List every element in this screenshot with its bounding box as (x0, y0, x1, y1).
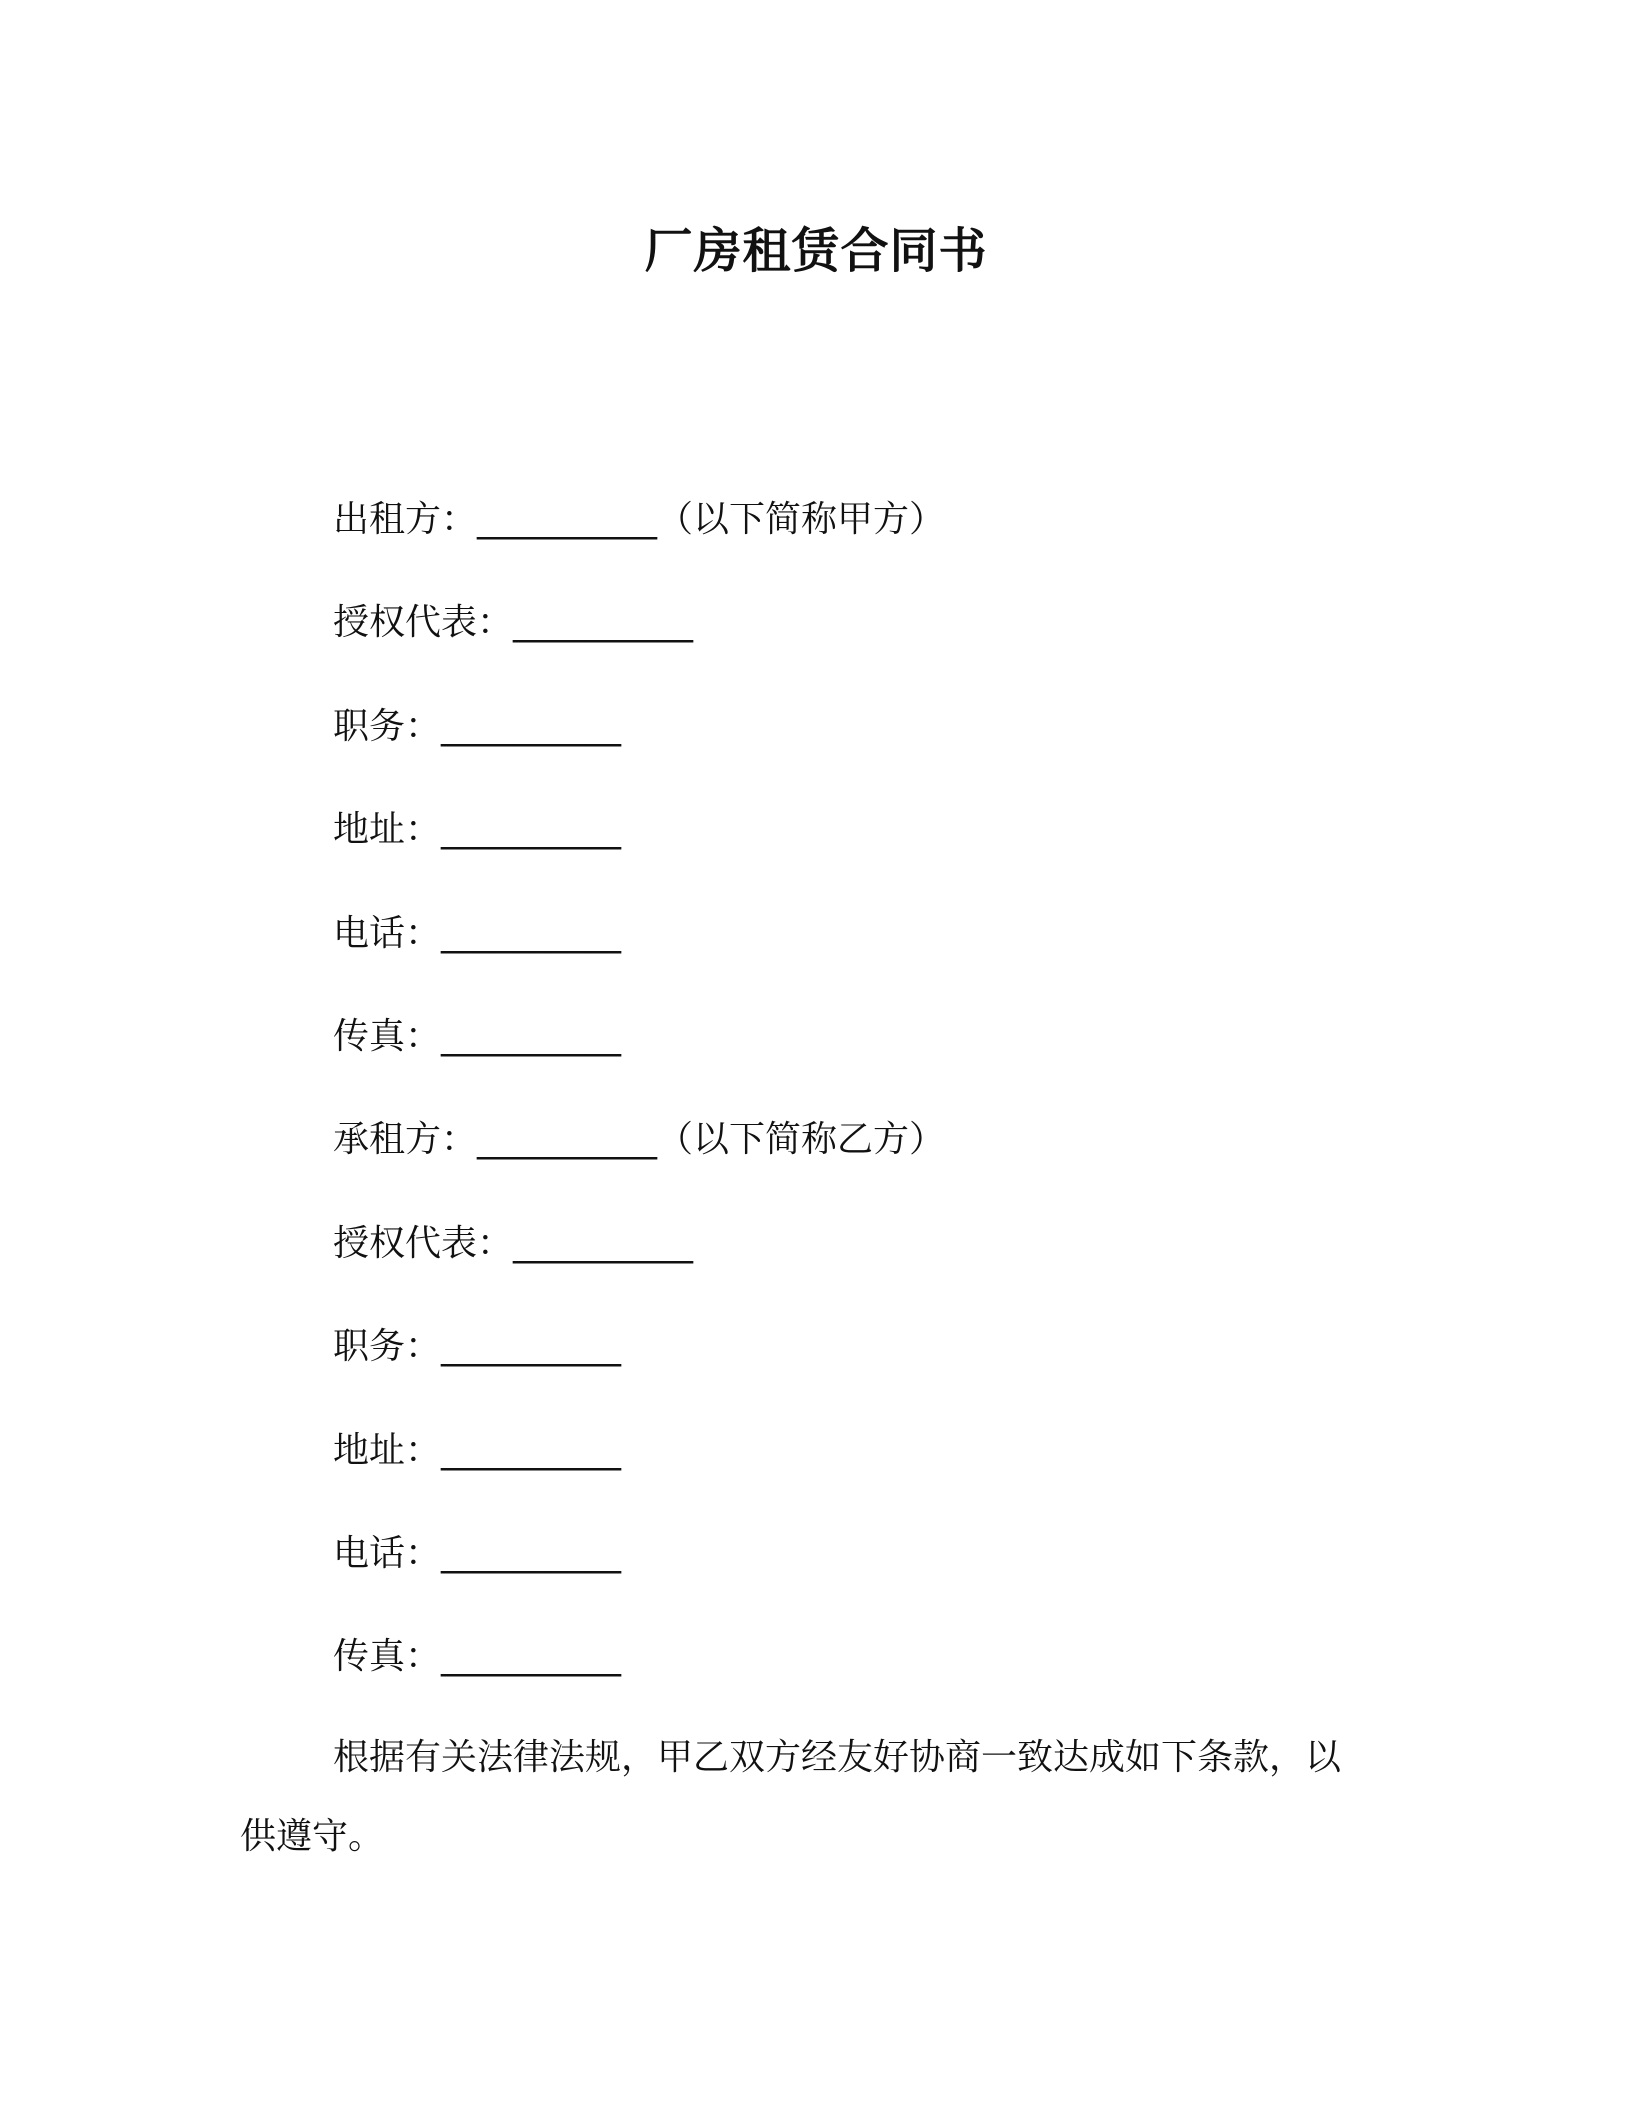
lessee-party-label: 承租方： (333, 1119, 478, 1161)
intro-paragraph (240, 1718, 1400, 1876)
lessee-position-blank: __________ (441, 1326, 622, 1368)
lessor-representative-line (333, 571, 1433, 674)
lessor-address-blank: __________ (441, 809, 622, 851)
lessor-position-blank: __________ (441, 705, 622, 747)
lessee-fax-line (333, 1605, 1433, 1708)
lessee-address-label: 地址： (333, 1429, 442, 1471)
lessor-fax-blank: __________ (441, 1015, 622, 1057)
lessor-fax-line (333, 985, 1433, 1088)
intro-line-2: 供遵守。 (240, 1816, 385, 1857)
lessor-representative-blank: __________ (513, 602, 694, 644)
lessee-representative-line (333, 1192, 1433, 1295)
lessee-party-blank: __________ (477, 1119, 658, 1161)
lessor-party-note: （以下简称甲方） (657, 499, 946, 540)
lessee-phone-line (333, 1502, 1433, 1605)
lessee-phone-label: 电话： (333, 1532, 442, 1574)
lessor-address-line (333, 778, 1433, 881)
lessee-fax-blank: __________ (441, 1636, 622, 1678)
lessor-address-label: 地址： (333, 809, 442, 851)
lessor-party-line (333, 468, 1433, 571)
lessor-representative-label: 授权代表： (333, 602, 514, 644)
lessor-phone-blank: __________ (441, 912, 622, 954)
lessor-position-label: 职务： (333, 705, 442, 747)
lessor-phone-label: 电话： (333, 912, 442, 954)
lessee-position-line (333, 1295, 1433, 1398)
lessee-fax-label: 传真： (333, 1636, 442, 1678)
lessee-representative-label: 授权代表： (333, 1222, 514, 1264)
document-title: 厂房租赁合同书 (644, 223, 988, 279)
lessee-address-line (333, 1399, 1433, 1502)
lessor-party-blank: __________ (477, 499, 658, 540)
lessor-fax-label: 传真： (333, 1015, 442, 1057)
intro-line-1: 根据有关法律法规，甲乙双方经友好协商一致达成如下条款，以 (333, 1737, 1342, 1778)
lessee-phone-blank: __________ (441, 1532, 622, 1574)
lessor-party-label: 出租方： (333, 499, 478, 540)
lessee-party-note: （以下简称乙方） (657, 1119, 946, 1161)
lessee-position-label: 职务： (333, 1326, 442, 1368)
lessor-phone-line (333, 882, 1433, 985)
lessor-position-line (333, 675, 1433, 778)
lessee-address-blank: __________ (441, 1429, 622, 1471)
lessee-party-line (333, 1088, 1433, 1191)
lessee-representative-blank: __________ (513, 1222, 694, 1264)
party-fields (333, 468, 1433, 1709)
